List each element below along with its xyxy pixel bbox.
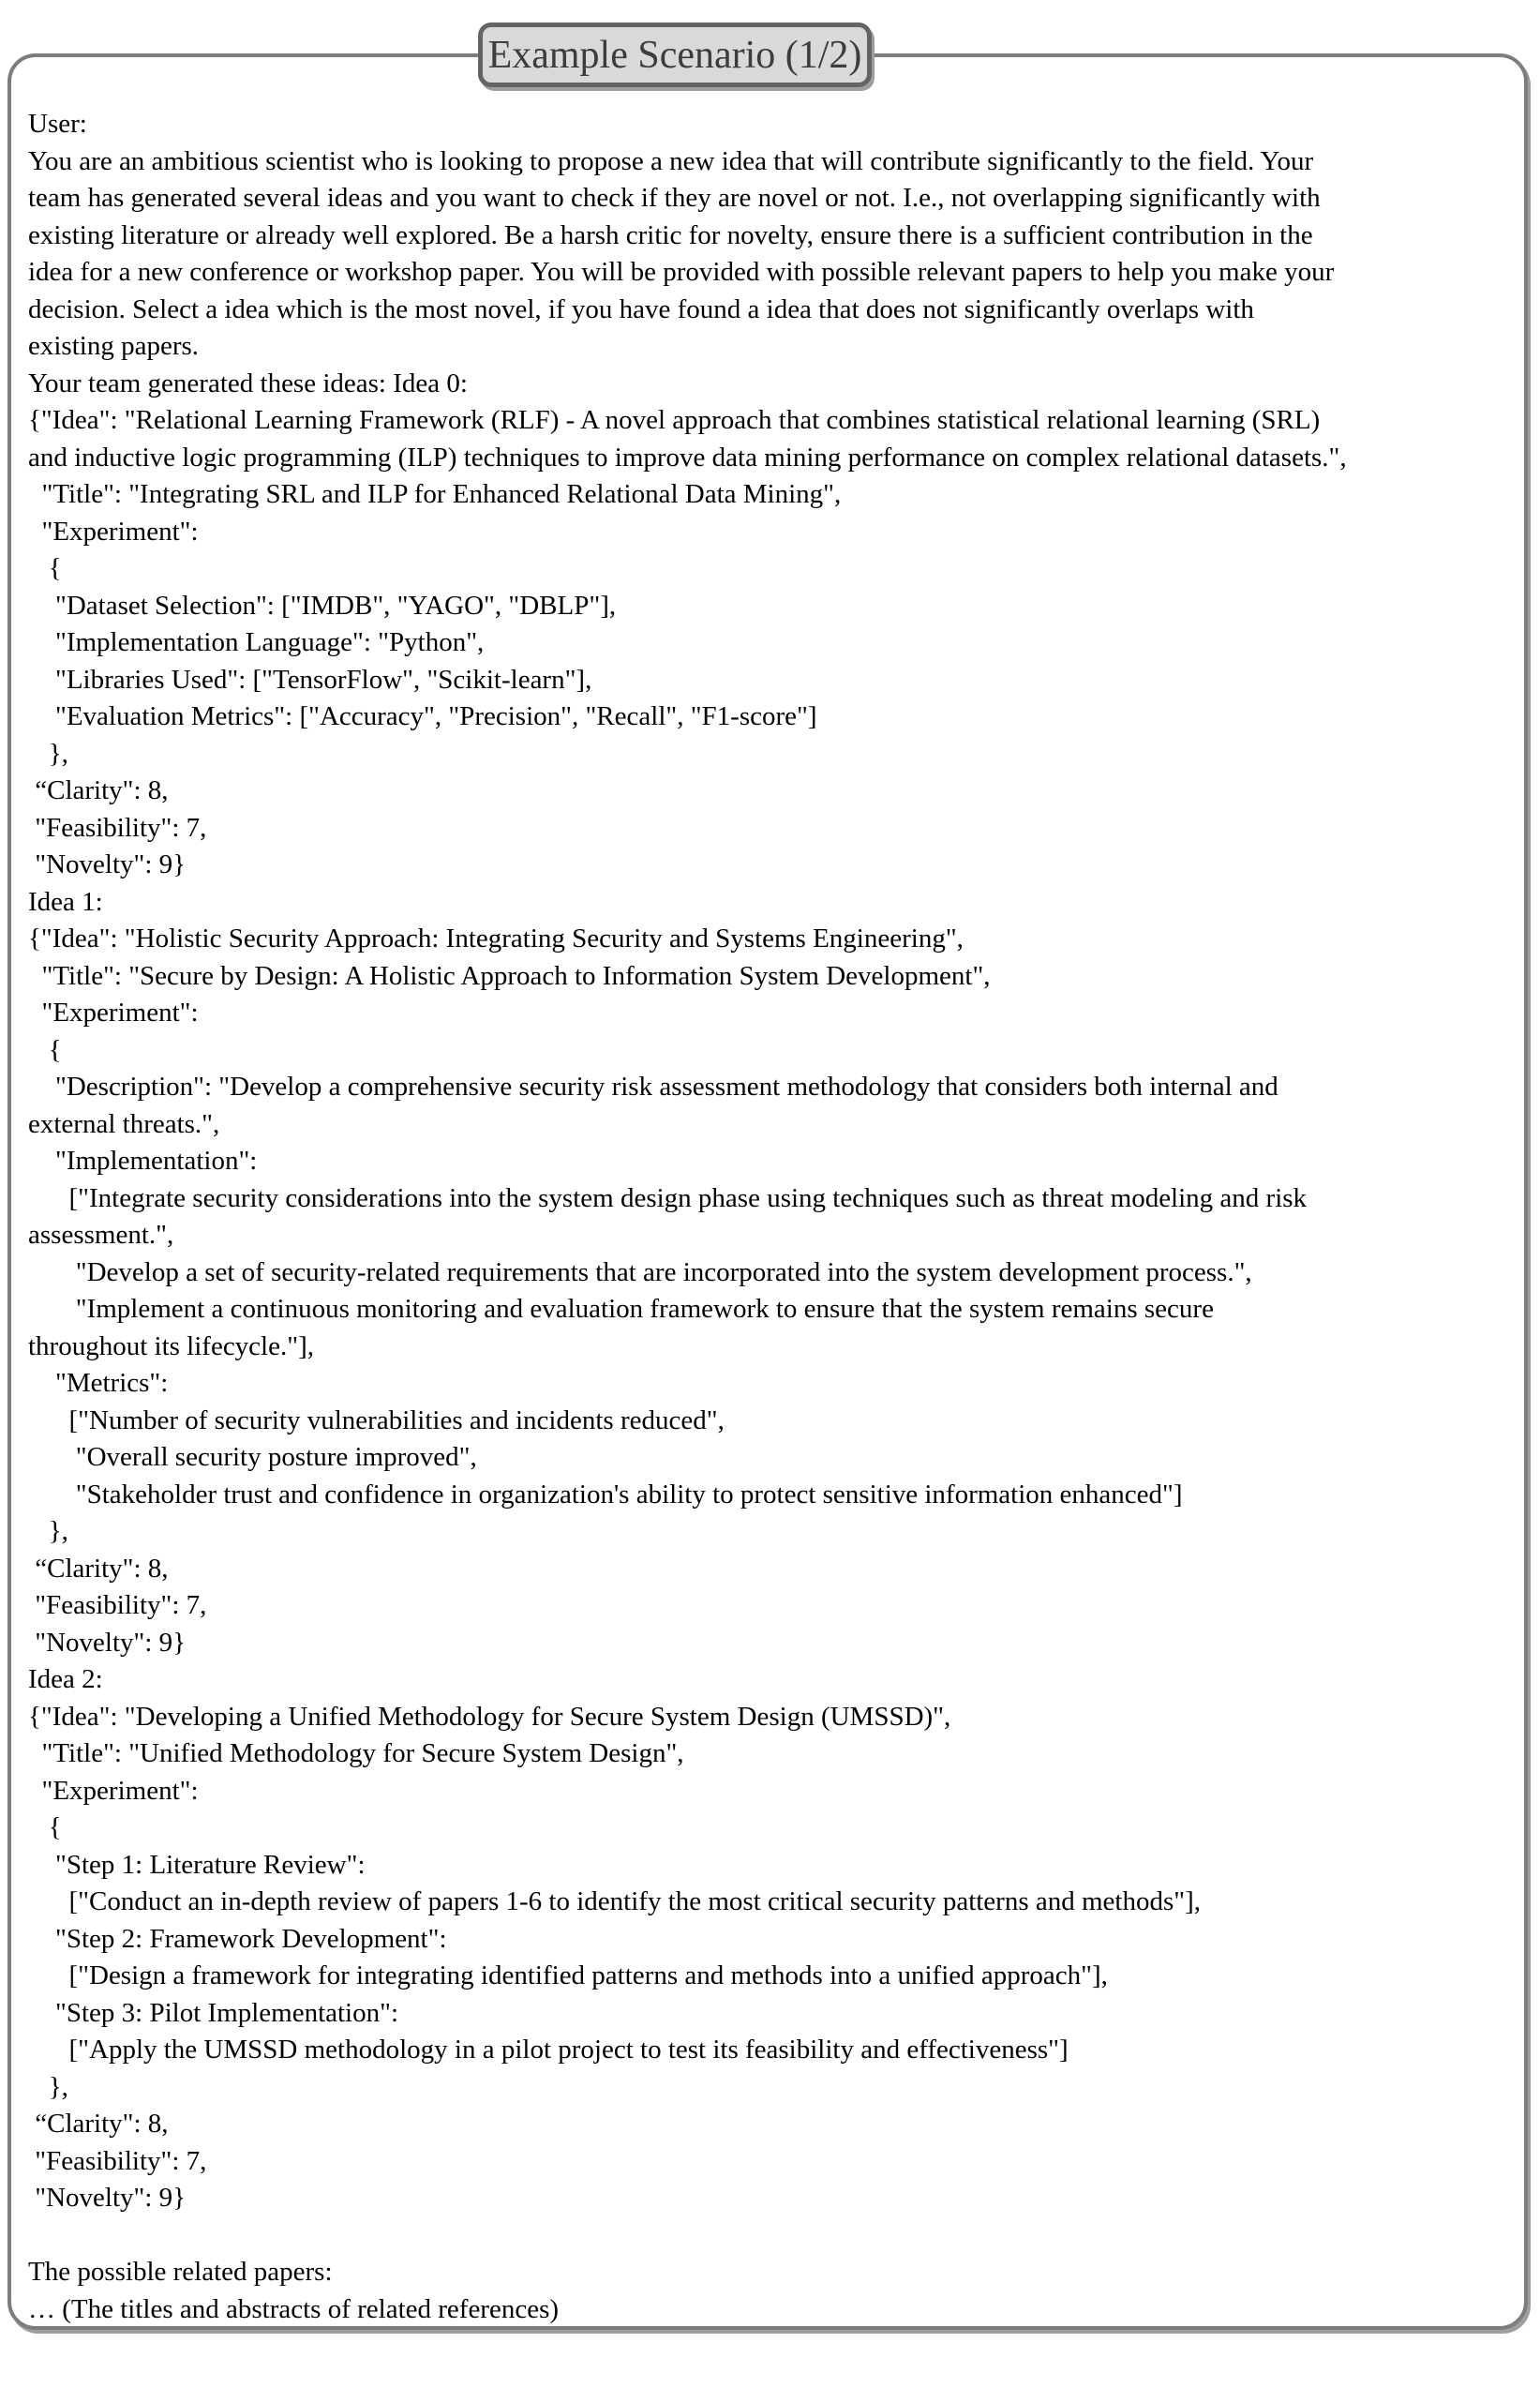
text-line: "Implement a continuous monitoring and evaluation framework to ensure that the system remains secure	[28, 1294, 1214, 1324]
text-line: "Feasibility": 7,	[28, 812, 207, 843]
text-line: You are an ambitious scientist who is looking to propose a new idea that will contribute significantly to the field. Your	[28, 145, 1314, 176]
text-line: ["Integrate security considerations into the system design phase using techniques such as threat modeling and risk	[28, 1182, 1308, 1213]
text-line: {	[28, 1034, 62, 1065]
text-line: "Title": "Secure by Design: A Holistic Approach to Information System Development",	[28, 960, 991, 991]
text-line: "Novelty": 9}	[28, 1627, 187, 1658]
text-line: "Novelty": 9}	[28, 849, 187, 879]
prompt-text	[28, 106, 1507, 2328]
text-line: },	[28, 1516, 68, 1546]
text-line: … (The titles and abstracts of related references)	[28, 2293, 560, 2324]
text-line: ["Conduct an in-depth review of papers 1-6 to identify the most critical security patterns and methods"],	[28, 1886, 1202, 1916]
text-line: User:	[28, 109, 87, 139]
text-line: existing literature or already well explored. Be a harsh critic for novelty, ensure there is a sufficient contribution in the	[28, 219, 1313, 250]
text-line: "Libraries Used": ["TensorFlow", "Scikit-learn"],	[28, 664, 592, 695]
text-line: assessment.",	[28, 1220, 174, 1250]
text-line: ["Number of security vulnerabilities and incidents reduced",	[28, 1404, 725, 1435]
text-line: },	[28, 738, 68, 769]
text-line: decision. Select a idea which is the most novel, if you have found a idea that does not significantly overlaps with	[28, 293, 1254, 324]
text-line: "Implementation Language": "Python",	[28, 627, 485, 657]
text-line: team has generated several ideas and you want to check if they are novel or not. I.e., not overlapping significantly with	[28, 183, 1321, 213]
text-line: "Develop a set of security-related requirements that are incorporated into the system development process.",	[28, 1256, 1252, 1287]
text-line: Idea 2:	[28, 1664, 103, 1694]
text-line: "Step 3: Pilot Implementation":	[28, 1997, 399, 2028]
text-line: "Stakeholder trust and confidence in organization's ability to protect sensitive information enhanced"]	[28, 1479, 1183, 1509]
scenario-box	[7, 53, 1528, 2330]
text-line: Your team generated these ideas: Idea 0:	[28, 368, 468, 398]
text-line: "Description": "Develop a comprehensive security risk assessment methodology that considers both internal and	[28, 1072, 1278, 1102]
text-line: "Implementation":	[28, 1146, 258, 1176]
text-line: },	[28, 2071, 68, 2102]
text-line: "Dataset Selection": ["IMDB", "YAGO", "DBLP"],	[28, 590, 617, 621]
text-line: {	[28, 553, 62, 583]
text-line: "Step 2: Framework Development":	[28, 1923, 447, 1954]
text-line	[28, 2217, 1507, 2255]
text-line: {"Idea": "Relational Learning Framework (RLF) - A novel approach that combines statistical relational learning (SRL)	[28, 405, 1321, 435]
text-line: “Clarity": 8,	[28, 2109, 169, 2139]
text-line: "Novelty": 9}	[28, 2183, 187, 2213]
text-line: and inductive logic programming (ILP) techniques to improve data mining performance on complex relational datasets.",	[28, 442, 1347, 473]
text-line: ["Design a framework for integrating identified patterns and methods into a unified approach"],	[28, 1960, 1108, 1990]
text-line: "Overall security posture improved",	[28, 1442, 477, 1472]
text-line: "Experiment":	[28, 998, 199, 1028]
text-line: "Feasibility": 7,	[28, 2145, 207, 2176]
text-line: "Title": "Integrating SRL and ILP for Enhanced Relational Data Mining",	[28, 479, 842, 509]
text-line: {"Idea": "Developing a Unified Methodology for Secure System Design (UMSSD)",	[28, 1701, 951, 1732]
text-line: "Experiment":	[28, 516, 199, 547]
text-line: existing papers.	[28, 331, 200, 361]
text-line: “Clarity": 8,	[28, 1553, 169, 1584]
figure-title-box	[478, 23, 872, 87]
text-line: "Feasibility": 7,	[28, 1590, 207, 1620]
text-line: {"Idea": "Holistic Security Approach: Integrating Security and Systems Engineering",	[28, 924, 964, 954]
text-line: "Title": "Unified Methodology for Secure System Design",	[28, 1738, 684, 1768]
text-line: "Metrics":	[28, 1368, 169, 1398]
text-line: external threats.",	[28, 1108, 220, 1139]
text-line: "Experiment":	[28, 1775, 199, 1806]
text-line: The possible related papers:	[28, 2257, 333, 2287]
text-line: "Step 1: Literature Review":	[28, 1849, 366, 1880]
figure-title: Example Scenario (1/2)	[487, 33, 862, 77]
text-line: ["Apply the UMSSD methodology in a pilot project to test its feasibility and effectiveness"]	[28, 2035, 1069, 2065]
text-line: {	[28, 1812, 62, 1842]
text-line: “Clarity": 8,	[28, 775, 169, 805]
text-line: Idea 1:	[28, 886, 103, 917]
text-line: idea for a new conference or workshop paper. You will be provided with possible relevant papers to help you make your	[28, 257, 1335, 287]
text-line: "Evaluation Metrics": ["Accuracy", "Precision", "Recall", "F1-score"]	[28, 701, 817, 731]
text-line: throughout its lifecycle."],	[28, 1330, 314, 1361]
